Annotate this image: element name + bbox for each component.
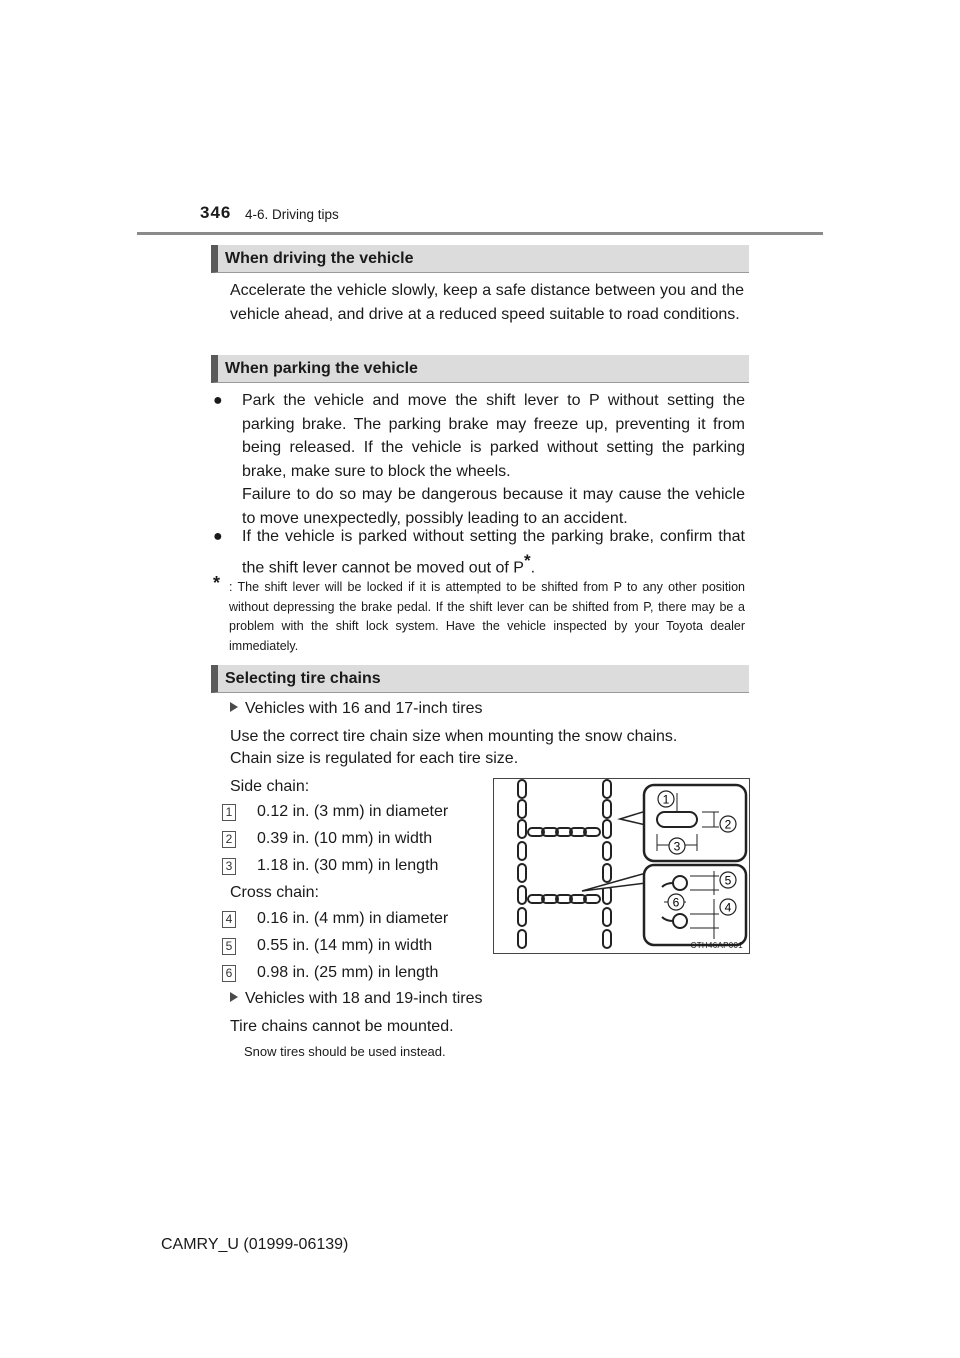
left-vertical-chain xyxy=(518,780,526,948)
callout-6 xyxy=(668,894,684,910)
bullet-dot: ● xyxy=(213,392,223,409)
right-vertical-chain xyxy=(603,780,611,948)
side-chain-label: Side chain: xyxy=(230,778,310,795)
svg-text:1: 1 xyxy=(662,792,670,807)
callout-5 xyxy=(720,872,736,888)
heading-parking-text: When parking the vehicle xyxy=(225,360,418,377)
svg-text:5: 5 xyxy=(724,873,732,888)
side-chain-length: 1.18 in. (30 mm) in length xyxy=(257,857,439,874)
cross-chain-diameter: 0.16 in. (4 mm) in diameter xyxy=(257,910,449,927)
parking-bullet-2-text: If the vehicle is parked without setting the parking brake, confirm that the shift lever cannot be moved out of P*. xyxy=(242,528,745,576)
case-18-19-inch xyxy=(230,990,482,1008)
chains-intro-2: Chain size is regulated for each tire size. xyxy=(230,750,519,767)
callout-1 xyxy=(658,791,674,807)
header-rule xyxy=(137,232,823,235)
asterisk-mark: * xyxy=(523,550,531,570)
cross-chain-length: 0.98 in. (25 mm) in length xyxy=(257,964,439,981)
side-chain-width: 0.39 in. (10 mm) in width xyxy=(257,830,433,847)
num-box-4: 4 xyxy=(222,911,236,928)
svg-text:2: 2 xyxy=(724,817,732,832)
num-box-3: 3 xyxy=(222,858,236,875)
case-16-17-inch xyxy=(230,700,482,718)
lower-cross-chain xyxy=(528,895,600,903)
svg-text:3: 3 xyxy=(673,839,681,854)
case-16-17-text: Vehicles with 16 and 17-inch tires xyxy=(245,700,483,717)
parking-bullet-2-body: If the vehicle is parked without setting the parking brake, confirm that the shift lever cannot be moved out of P xyxy=(242,528,745,576)
parking-bullet-1-text: Park the vehicle and move the shift lever to P without setting the parking brake. The parking brake may freeze up, preventing it from being released. If the vehicle is parked without setting the parking brake, make sure to block the wheels. xyxy=(242,392,745,480)
heading-chains xyxy=(211,665,749,693)
footnote-text: : The shift lever will be locked if it is attempted to be shifted from P to any other position without depressing the brake pedal. If the shift lever can be shifted from P, there may be a problem with the shift lock system. Have the vehicle inspected by your Toyota dealer immediately. xyxy=(229,580,745,653)
footnote-asterisk: * xyxy=(213,573,221,593)
svg-text:4: 4 xyxy=(724,900,732,915)
parking-bullet-2 xyxy=(213,525,745,579)
page-number: 346 xyxy=(200,203,232,222)
chains-intro-1: Use the correct tire chain size when mounting the snow chains. xyxy=(230,728,678,745)
parking-bullet-1 xyxy=(213,389,745,530)
cross-chain-label: Cross chain: xyxy=(230,884,319,901)
tire-chain-drawing xyxy=(494,779,751,955)
case-18-19-detail: Tire chains cannot be mounted. xyxy=(230,1018,454,1035)
tire-chain-illustration xyxy=(493,778,750,954)
footer-model: CAMRY_U (01999-06139) xyxy=(161,1236,349,1253)
arrow-bullet-icon xyxy=(230,702,238,712)
num-box-1: 1 xyxy=(222,804,236,821)
num-box-2: 2 xyxy=(222,831,236,848)
callout-3 xyxy=(669,838,685,854)
heading-parking xyxy=(211,355,749,383)
heading-chains-text: Selecting tire chains xyxy=(225,670,381,687)
illustration-code: CTH46AP001 xyxy=(690,941,743,950)
heading-driving xyxy=(211,245,749,273)
parking-footnote xyxy=(213,573,745,656)
upper-cross-chain xyxy=(528,828,600,836)
callout-2 xyxy=(720,816,736,832)
callout-4 xyxy=(720,899,736,915)
section-label: 4-6. Driving tips xyxy=(245,207,339,222)
cross-chain-width: 0.55 in. (14 mm) in width xyxy=(257,937,433,954)
heading-driving-text: When driving the vehicle xyxy=(225,250,414,267)
parking-bullet-1-continued: Failure to do so may be dangerous because it may cause the vehicle to move unexpectedly, possibly leading to an accident. xyxy=(242,486,745,527)
bullet-dot: ● xyxy=(213,528,223,545)
num-box-6: 6 xyxy=(222,965,236,982)
snow-tires-note: Snow tires should be used instead. xyxy=(244,1044,446,1059)
driving-paragraph: Accelerate the vehicle slowly, keep a safe distance between you and the vehicle ahead, and drive at a reduced speed suitable to road conditions. xyxy=(230,282,744,323)
arrow-bullet-icon xyxy=(230,992,238,1002)
num-box-5: 5 xyxy=(222,938,236,955)
side-chain-diameter: 0.12 in. (3 mm) in diameter xyxy=(257,803,449,820)
svg-text:6: 6 xyxy=(672,895,680,910)
case-18-19-text: Vehicles with 18 and 19-inch tires xyxy=(245,990,483,1007)
